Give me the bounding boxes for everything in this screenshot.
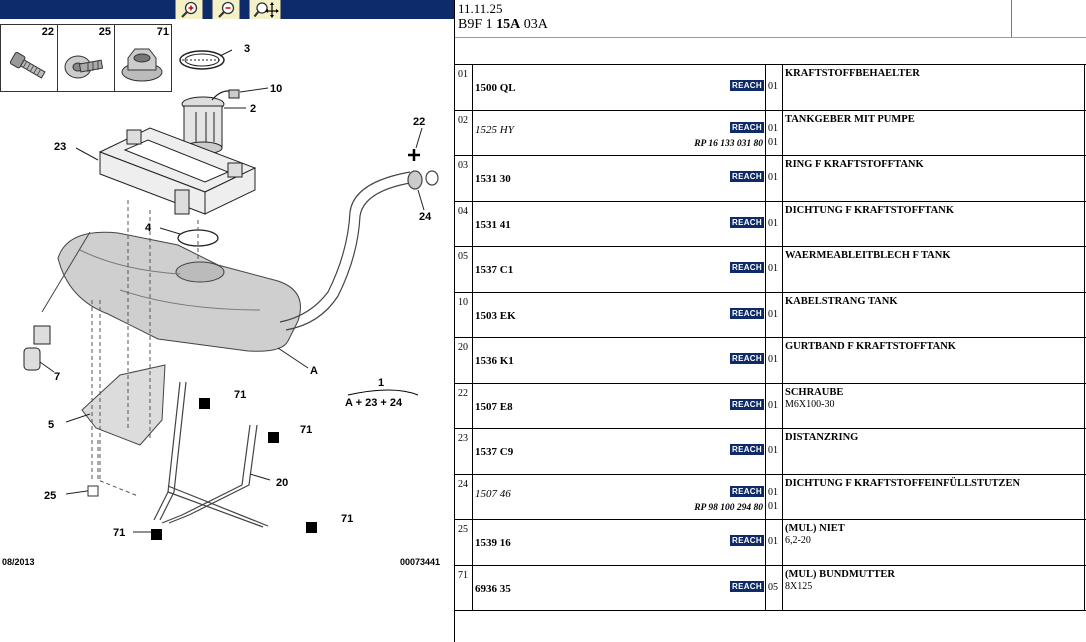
parts-table	[455, 65, 1086, 611]
part-quantity: 01	[768, 399, 778, 411]
callout-7: 7	[54, 371, 61, 383]
part-quantity: 01	[768, 81, 778, 92]
part-reference[interactable]: 1531 41	[475, 218, 511, 231]
column-divider	[472, 475, 473, 520]
fuel-tank-ring	[180, 51, 224, 69]
part-quantity: 01	[768, 122, 778, 134]
reach-badge: REACH	[730, 122, 764, 133]
part-quantity-rp: 01	[768, 500, 778, 512]
diagram-panel	[0, 0, 454, 642]
column-divider	[765, 384, 766, 429]
part-row[interactable]	[455, 293, 1086, 339]
part-position: 10	[458, 296, 468, 308]
part-quantity-rp: 01	[768, 136, 778, 148]
column-divider	[472, 338, 473, 383]
header-divider	[1011, 0, 1012, 37]
column-divider	[765, 156, 766, 201]
column-divider	[782, 384, 783, 429]
reach-badge: REACH	[730, 444, 764, 455]
column-divider	[472, 65, 473, 110]
reach-badge: REACH	[730, 217, 764, 228]
column-divider	[782, 293, 783, 338]
diagram-date: 08/2013	[2, 557, 35, 567]
part-position: 22	[458, 387, 468, 399]
column-divider	[782, 566, 783, 611]
callout-22: 22	[413, 116, 426, 128]
column-divider	[765, 247, 766, 292]
column-divider	[765, 566, 766, 611]
diagram-id: 00073441	[400, 557, 441, 567]
column-divider	[472, 202, 473, 247]
part-spec: 6,2-20	[785, 535, 811, 546]
header-date: 11.11.25	[458, 1, 503, 16]
part-description: RING F KRAFTSTOFFTANK	[785, 159, 924, 170]
part-reference[interactable]: 6936 35	[475, 582, 511, 595]
connector-bracket	[24, 326, 50, 370]
column-divider	[472, 293, 473, 338]
column-divider	[782, 520, 783, 565]
header-rule	[455, 37, 1086, 38]
callout-71: 71	[341, 513, 354, 525]
part-position: 02	[458, 114, 468, 126]
column-divider	[472, 520, 473, 565]
column-divider	[1084, 293, 1085, 338]
column-divider	[765, 65, 766, 110]
part-rp-number[interactable]: RP 16 133 031 80	[694, 138, 763, 149]
column-divider	[782, 202, 783, 247]
column-divider	[782, 111, 783, 156]
column-divider	[782, 156, 783, 201]
part-quantity: 01	[768, 263, 778, 274]
callout-10: 10	[270, 83, 283, 95]
callout-71: 71	[113, 527, 126, 539]
part-position: 03	[458, 160, 468, 171]
part-description: DICHTUNG F KRAFTSTOFFTANK	[785, 204, 954, 216]
column-divider	[472, 156, 473, 201]
part-row[interactable]	[455, 384, 1086, 430]
part-description: (MUL) BUNDMUTTER	[785, 568, 895, 580]
column-divider	[765, 293, 766, 338]
column-divider	[472, 247, 473, 292]
parts-list-panel	[455, 0, 1086, 642]
column-divider	[1084, 247, 1085, 292]
column-divider	[1084, 338, 1085, 383]
part-spec: M6X100-30	[785, 398, 835, 410]
part-description: GURTBAND F KRAFTSTOFFTANK	[785, 341, 956, 352]
part-reference[interactable]: 1507 E8	[475, 400, 513, 413]
thumb-label: 25	[98, 26, 111, 38]
part-position: 05	[458, 251, 468, 262]
column-divider	[1084, 566, 1085, 611]
fuel-tank-body	[42, 232, 301, 351]
part-reference[interactable]: 1531 30	[475, 173, 511, 185]
reach-badge: REACH	[730, 262, 764, 273]
reach-badge: REACH	[730, 486, 764, 497]
column-divider	[782, 475, 783, 520]
part-reference[interactable]: 1500 QL	[475, 82, 516, 94]
header-group-code: B9F 1 15A 03A	[458, 17, 548, 32]
reach-badge: REACH	[730, 80, 764, 91]
part-row[interactable]	[455, 520, 1086, 566]
rivet-marker	[88, 486, 98, 496]
part-description: SCHRAUBE	[785, 386, 844, 398]
part-spec: 8X125	[785, 580, 813, 592]
part-quantity: 01	[768, 308, 778, 320]
callout-24: 24	[419, 211, 432, 223]
callout-assembly: A + 23 + 24	[345, 397, 403, 409]
part-reference[interactable]: 1507 46	[475, 487, 511, 500]
part-row[interactable]	[455, 338, 1086, 384]
part-row[interactable]	[455, 566, 1086, 612]
part-position: 25	[458, 524, 468, 535]
reach-badge: REACH	[730, 399, 764, 410]
part-rp-number[interactable]: RP 98 100 294 80	[694, 502, 763, 513]
column-divider	[782, 247, 783, 292]
callout-20: 20	[276, 477, 289, 489]
part-quantity: 01	[768, 354, 778, 365]
column-divider	[782, 429, 783, 474]
part-reference[interactable]: 1537 C1	[475, 264, 514, 276]
column-divider	[472, 384, 473, 429]
column-divider	[1084, 475, 1085, 520]
column-divider	[765, 111, 766, 156]
part-reference[interactable]: 1525 HY	[475, 123, 514, 136]
column-divider	[472, 429, 473, 474]
callout-5: 5	[48, 419, 55, 431]
part-row[interactable]	[455, 475, 1086, 521]
column-divider	[765, 338, 766, 383]
column-divider	[472, 111, 473, 156]
column-divider	[765, 475, 766, 520]
column-divider	[1084, 384, 1085, 429]
part-quantity: 01	[768, 536, 778, 547]
column-divider	[765, 202, 766, 247]
column-divider	[765, 429, 766, 474]
part-description: DISTANZRING	[785, 432, 859, 443]
callout-2: 2	[250, 103, 257, 115]
part-quantity: 01	[768, 172, 778, 183]
callout-23: 23	[54, 141, 67, 153]
part-row[interactable]	[455, 111, 1086, 157]
part-description: DICHTUNG F KRAFTSTOFFEINFÜLLSTUTZEN	[785, 477, 1021, 489]
column-divider	[1084, 65, 1085, 110]
column-divider	[1084, 202, 1085, 247]
part-row[interactable]	[455, 202, 1086, 248]
part-quantity: 01	[768, 486, 778, 498]
part-position: 71	[458, 569, 468, 581]
part-row[interactable]	[455, 429, 1086, 475]
callout-71: 71	[300, 424, 313, 436]
part-description: TANKGEBER MIT PUMPE	[785, 113, 915, 125]
reach-badge: REACH	[730, 581, 764, 592]
callout-1: 1	[378, 377, 385, 389]
filler-pipe	[280, 171, 438, 330]
part-reference[interactable]: 1537 C9	[475, 446, 514, 458]
part-quantity: 01	[768, 217, 778, 229]
part-description: (MUL) NIET	[785, 523, 845, 534]
callout-4: 4	[145, 222, 152, 234]
part-position: 23	[458, 433, 468, 444]
callout-3: 3	[244, 43, 251, 55]
column-divider	[765, 520, 766, 565]
tank-straps	[154, 382, 268, 527]
column-divider	[782, 338, 783, 383]
reach-badge: REACH	[730, 353, 764, 364]
part-reference[interactable]: 1536 K1	[475, 355, 514, 367]
reach-badge: REACH	[730, 171, 764, 182]
part-quantity: 05	[768, 581, 778, 593]
part-position: 20	[458, 342, 468, 353]
column-divider	[1084, 156, 1085, 201]
thumb-label: 22	[41, 26, 54, 38]
part-description: KRAFTSTOFFBEHAELTER	[785, 68, 920, 79]
callout-25: 25	[44, 490, 57, 502]
reach-badge: REACH	[730, 535, 764, 546]
part-row[interactable]	[455, 65, 1086, 111]
part-reference[interactable]: 1503 EK	[475, 309, 516, 322]
column-divider	[782, 65, 783, 110]
reach-badge: REACH	[730, 308, 764, 319]
column-divider	[1084, 429, 1085, 474]
part-position: 24	[458, 478, 468, 490]
column-divider	[472, 566, 473, 611]
part-quantity: 01	[768, 445, 778, 456]
fuel-tank-exploded-diagram	[0, 0, 454, 642]
callout-A: A	[310, 365, 318, 377]
column-divider	[1084, 111, 1085, 156]
column-divider	[1084, 520, 1085, 565]
part-reference[interactable]: 1539 16	[475, 537, 511, 549]
part-row[interactable]	[455, 156, 1086, 202]
spacer-frame	[100, 128, 255, 214]
heat-shield	[82, 365, 165, 445]
part-position: 01	[458, 69, 468, 80]
part-position: 04	[458, 205, 468, 217]
part-description: KABELSTRANG TANK	[785, 295, 898, 307]
part-row[interactable]	[455, 247, 1086, 293]
callout-71: 71	[234, 389, 247, 401]
part-description: WAERMEABLEITBLECH F TANK	[785, 250, 951, 261]
thumb-label: 71	[156, 26, 169, 38]
